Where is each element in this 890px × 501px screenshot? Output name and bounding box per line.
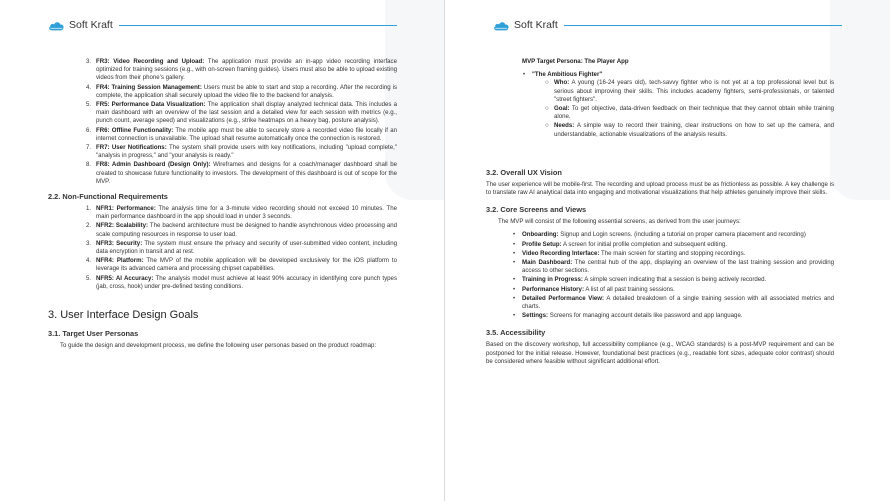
page-header xyxy=(493,18,842,32)
section-heading: 3.5. Accessibility xyxy=(486,328,546,338)
cloud-logo-icon xyxy=(48,20,65,31)
persona-list xyxy=(522,71,834,139)
page-content xyxy=(486,58,834,366)
document-page-right xyxy=(445,0,890,501)
list-item: • "The Ambitious Fighter" ○ Who: A young (16-24 years old), tech-savvy fighter who is not yet at a top professional level but is serious about improving their skills. This includes academy fighters, semi-professionals, or talented "street fighters". ○ Goal: To get objective, data-driven feedback on their technique that they cannot obtain while training alone. ○ Needs: A simple way to record their training, clear instructions on how to set up the camera, and understandable, actionable visualizations of the analysis results. xyxy=(523,71,834,138)
paragraph: The MVP will consist of the following essential screens, as derived from the user journeys: xyxy=(498,218,741,226)
page-header xyxy=(48,18,397,32)
list-item: 8. FR8: Admin Dashboard (Design Only): Wireframes and designs for a coach/manager dashboard shall be created to showcase future functionality to investors. The development of this dashboard is out of scope for the MVP. xyxy=(86,161,397,185)
persona-block xyxy=(486,58,834,139)
brand-name: Soft Kraft xyxy=(69,19,113,31)
list-item: • Onboarding: Signup and Login screens. (including a tutorial on proper camera placement and recording) xyxy=(513,231,806,239)
list-item: 4. NFR4: Platform: The MVP of the mobile application will be developed exclusively for the iOS platform to leverage its advanced camera and processing chipset capabilities. xyxy=(86,257,398,273)
list-item: ○ Who: A young (16-24 years old), tech-savvy fighter who is not yet at a top professional level but is serious about improving their skills. This includes academy fighters, semi-professionals, or talented "street fighters". xyxy=(545,79,834,103)
page-content xyxy=(48,58,397,350)
chapter-heading: 3. User Interface Design Goals xyxy=(48,309,199,322)
paragraph: Based on the discovery workshop, full accessibility compliance (e.g., WCAG standards) is a post-MVP requirement and can be postponed for the initial release. However, foundational best practices (e.g., readable font sizes, adequate color contrast) should be considered where feasible without significant additional effort. xyxy=(486,341,834,365)
list-item: 4. FR4: Training Session Management: Users must be able to start and stop a recording. After the recording is complete, the application shall securely upload the video file to the backend for analysis. xyxy=(86,83,397,99)
list-item: 3. FR3: Video Recording and Upload: The application must provide an in-app video recording interface optimized for training sessions (e.g., with on-screen framing guides). Users must also be able to upload existing videos from their phone's gallery. xyxy=(86,58,397,82)
list-item: • Performance History: A list of all past training sessions. xyxy=(513,285,675,293)
list-item: 2. NFR2: Scalability: The backend architecture must be designed to handle asynchronous video processing and scale computing resources in response to user load. xyxy=(86,222,398,238)
screens-list xyxy=(486,231,834,320)
list-item: 7. FR7: User Notifications: The system shall provide users with key notifications, including "upload complete," "analysis in progress," and "your analysis is ready." xyxy=(86,144,397,160)
list-item: • Main Dashboard: The central hub of the app, displaying an overview of the last training session and providing access to other sections. xyxy=(513,259,834,275)
paragraph: The user experience will be mobile-first. The recording and upload process must be as frictionless as possible. A key challenge is to translate raw AI analytical data into engaging and motivational visualizations that help athletes genuinely improve their skills. xyxy=(486,180,834,197)
section-heading: 2.2. Non-Functional Requirements xyxy=(48,192,168,202)
list-item: 3. NFR3: Security: The system must ensure the privacy and security of user-submitted video content, including data encryption in transit and at rest. xyxy=(86,239,397,256)
header-divider xyxy=(119,25,397,26)
section-heading: 3.2. Overall UX Vision xyxy=(486,167,562,177)
list-item: • Detailed Performance View: A detailed breakdown of a single training session with all associated metrics and charts. xyxy=(513,294,835,311)
list-item: 5. FR5: Performance Data Visualization: The application shall display analyzed technical data. This includes a main dashboard with an overview of the last session and a detailed view for each session with metrics (e.g., punch count, average speed) and visualizations (e.g., strike heatmaps on a heavy bag, posture analysis). xyxy=(86,101,397,125)
list-item: 1. NFR1: Performance: The analysis time for a 3-minute video recording should not exceed 10 minutes. The main performance dashboard in the app should load in under 3 seconds. xyxy=(86,205,398,221)
list-item: • Video Recording Interface: The main screen for starting and stopping recordings. xyxy=(513,249,746,257)
cloud-logo-icon xyxy=(493,20,510,31)
list-item: ○ Needs: A simple way to record their training, clear instructions on how to set up the camera, and understandable, actionable visualizations of the analysis results. xyxy=(545,122,834,138)
section-heading: 3.2. Core Screens and Views xyxy=(486,205,587,215)
list-item: • Profile Setup: A screen for initial profile completion and subsequent editing. xyxy=(513,240,727,248)
persona-details-list xyxy=(532,79,834,138)
header-divider xyxy=(564,25,842,26)
list-item: 6. FR6: Offline Functionality: The mobile app must be able to securely store a recorded video file locally if an internet connection is unavailable. The upload shall resume automatically once the connection is restored. xyxy=(86,126,397,142)
list-item: 5. NFR5: AI Accuracy: The analysis model must achieve at least 90% accuracy in identifying core punch types (jab, cross, hook) under pre-defined testing conditions. xyxy=(86,274,397,290)
functional-requirements-list xyxy=(48,58,397,186)
list-item: • Settings: Screens for managing account details like password and app language. xyxy=(513,312,743,320)
list-item: • Training in Progress: A simple screen indicating that a session is being actively recorded. xyxy=(513,276,767,284)
section-heading: 3.1. Target User Personas xyxy=(48,329,139,339)
brand-name: Soft Kraft xyxy=(514,19,558,31)
non-functional-requirements-list xyxy=(48,205,397,291)
persona-title: MVP Target Persona: The Player App xyxy=(522,58,629,65)
list-item: ○ Goal: To get objective, data-driven feedback on their technique that they cannot obtain while training alone. xyxy=(545,105,834,121)
paragraph: To guide the design and development process, we define the following user personas based on the product roadmap: xyxy=(60,342,377,350)
